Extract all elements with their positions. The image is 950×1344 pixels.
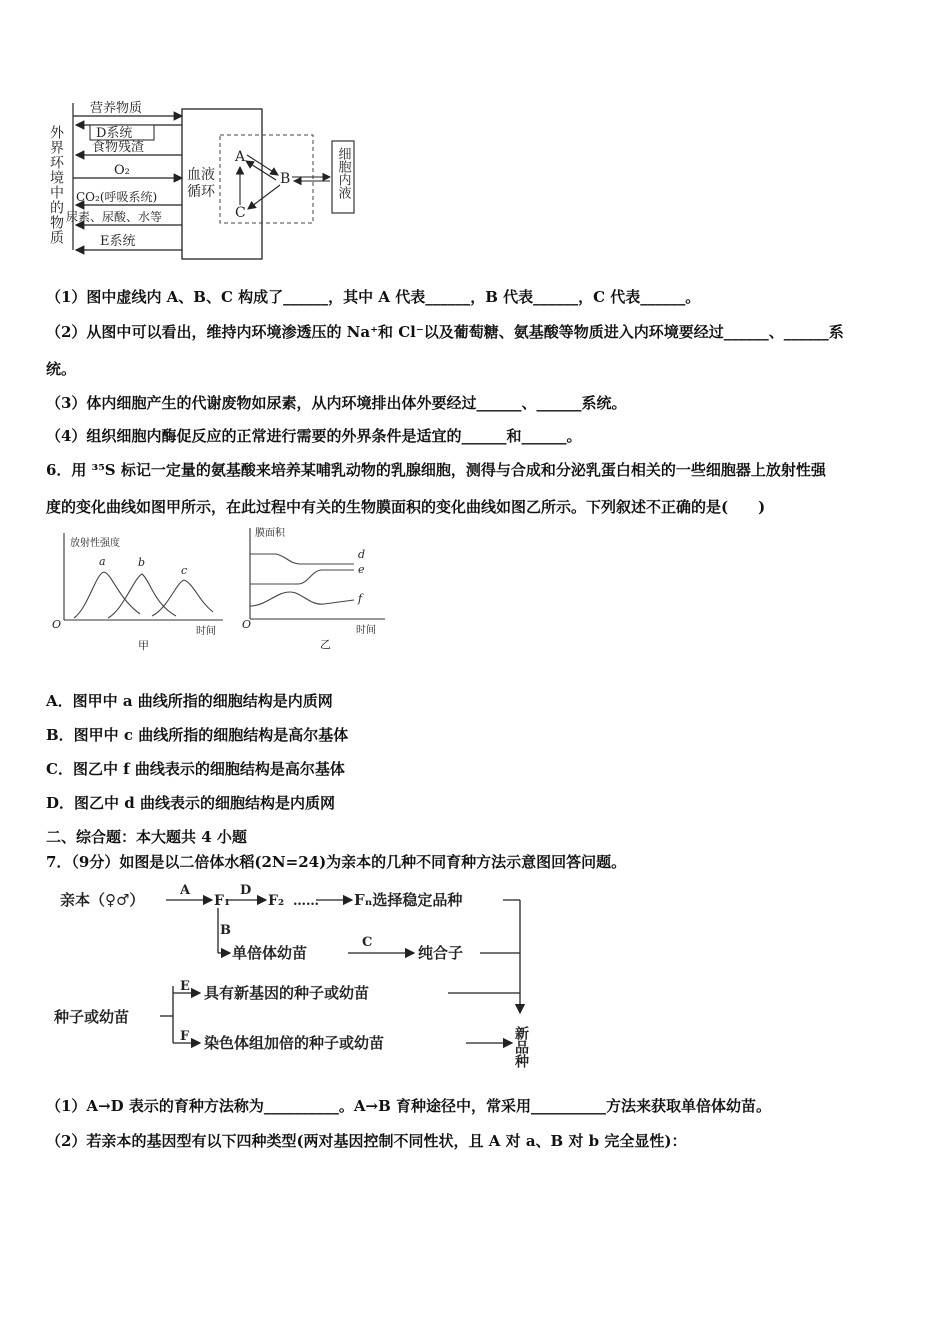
q5-part1: （1）图中虚线内 A、B、C 构成了______，其中 A 代表______，B 代表______，C 代表______。 <box>46 288 701 306</box>
jia-label-b: b <box>138 556 146 569</box>
yi-label-e: e <box>358 563 365 576</box>
graph-yi <box>240 522 390 654</box>
section-2-heading: 二、综合题：本大题共 4 小题 <box>46 828 247 846</box>
jia-curve-c <box>152 580 213 616</box>
q7-part2: （2）若亲本的基因型有以下四种类型(两对基因控制不同性状，且 A 对 a、B 对 b 完全显性)： <box>46 1132 687 1150</box>
arrow-label-co2: CO₂(呼吸系统) <box>76 190 158 204</box>
q6-option-a: A．图甲中 a 曲线所指的细胞结构是内质网 <box>46 692 333 710</box>
yi-caption: 乙 <box>320 638 331 651</box>
graph-jia <box>48 528 228 653</box>
arrow-label-urea: 尿素、尿酸、水等 <box>66 210 163 224</box>
bd-seed: 种子或幼苗 <box>54 1008 130 1026</box>
blood-circulation-label: 血液循环 <box>187 167 215 200</box>
yi-curve-f <box>250 592 354 606</box>
yi-curve-e <box>250 570 354 584</box>
arrow-label-o2: O₂ <box>114 163 130 178</box>
bd-newgene: 具有新基因的种子或幼苗 <box>204 984 370 1002</box>
jia-curve-a <box>74 572 140 618</box>
q7-stem: 7．（9分）如图是以二倍体水稻(2N=24)为亲本的几种不同育种方法示意图回答问题。 <box>46 853 627 871</box>
bd-label-b: B <box>220 923 231 938</box>
breeding-diagram <box>48 878 548 1068</box>
bd-fn: Fₙ选择稳定品种 <box>354 891 463 909</box>
q5-part2-line1: （2）从图中可以看出，维持内环境渗透压的 Na⁺和 Cl⁻以及葡萄糖、氨基酸等物质进入内环境要经过______、______系 <box>46 323 844 341</box>
arrow-label-residue: 食物残渣 <box>92 140 145 155</box>
q6-option-d: D．图乙中 d 曲线表示的细胞结构是内质网 <box>46 794 335 812</box>
bd-haploid: 单倍体幼苗 <box>232 944 308 962</box>
q6-option-c: C．图乙中 f 曲线表示的细胞结构是高尔基体 <box>46 760 345 778</box>
yi-xlabel: 时间 <box>356 625 376 636</box>
q6-stem-line1: 6．用 ³⁵S 标记一定量的氨基酸来培养某哺乳动物的乳腺细胞，测得与合成和分泌乳蛋白相关的一些细胞器上放射性强 <box>46 461 826 479</box>
q7-part1: （1）A→D 表示的育种方法称为__________。A→B 育种途径中，常采用__________方法来获取单倍体幼苗。 <box>46 1097 771 1115</box>
jia-xlabel: 时间 <box>196 626 216 637</box>
yi-label-d: d <box>358 548 366 561</box>
arrow-label-d-system: D系统 <box>96 126 133 141</box>
q6-option-b: B．图甲中 c 曲线所指的细胞结构是高尔基体 <box>46 726 349 744</box>
node-c: C <box>235 205 246 221</box>
bd-result: 新品种 <box>513 1026 529 1068</box>
bd-label-e: E <box>180 979 190 994</box>
bd-parent: 亲本（♀♂） <box>60 891 145 909</box>
jia-caption: 甲 <box>138 639 149 652</box>
bd-f1: F₁ <box>214 893 231 909</box>
arrow-label-nutrients: 营养物质 <box>90 101 143 116</box>
jia-curve-b <box>108 574 176 618</box>
intracellular-fluid-label: 细胞内液 <box>335 147 351 199</box>
jia-ylabel: 放射性强度 <box>70 538 120 549</box>
yi-ylabel: 膜面积 <box>255 528 285 539</box>
diagram1-left-label: 外界环境中的物质 <box>48 125 64 245</box>
node-a: A <box>235 149 246 165</box>
yi-label-f: f <box>358 592 363 605</box>
yi-curve-d <box>250 554 354 564</box>
internal-environment-diagram <box>40 95 370 260</box>
q5-part2-line2: 统。 <box>46 360 77 378</box>
q6-stem-line2: 度的变化曲线如图甲所示，在此过程中有关的生物膜面积的变化曲线如图乙所示。下列叙述不正确的是( ) <box>46 498 766 516</box>
arrow-label-e-system: E系统 <box>100 234 136 249</box>
bd-dots: …… <box>293 894 319 909</box>
jia-origin: O <box>52 618 62 631</box>
bd-label-c: C <box>362 935 373 950</box>
bd-pure: 纯合子 <box>418 944 464 962</box>
bd-label-a: A <box>180 883 191 898</box>
jia-label-c: c <box>181 564 188 577</box>
node-b: B <box>280 171 291 187</box>
bd-label-f: F <box>180 1029 190 1044</box>
bd-poly: 染色体组加倍的种子或幼苗 <box>204 1034 385 1052</box>
yi-origin: O <box>242 618 252 631</box>
q5-part4: （4）组织细胞内酶促反应的正常进行需要的外界条件是适宜的______和______。 <box>46 427 582 445</box>
jia-label-a: a <box>99 555 106 568</box>
bd-f2: F₂ <box>268 893 285 909</box>
q5-part3: （3）体内细胞产生的代谢废物如尿素，从内环境排出体外要经过______、______系统。 <box>46 394 627 412</box>
bd-label-d: D <box>240 883 252 898</box>
